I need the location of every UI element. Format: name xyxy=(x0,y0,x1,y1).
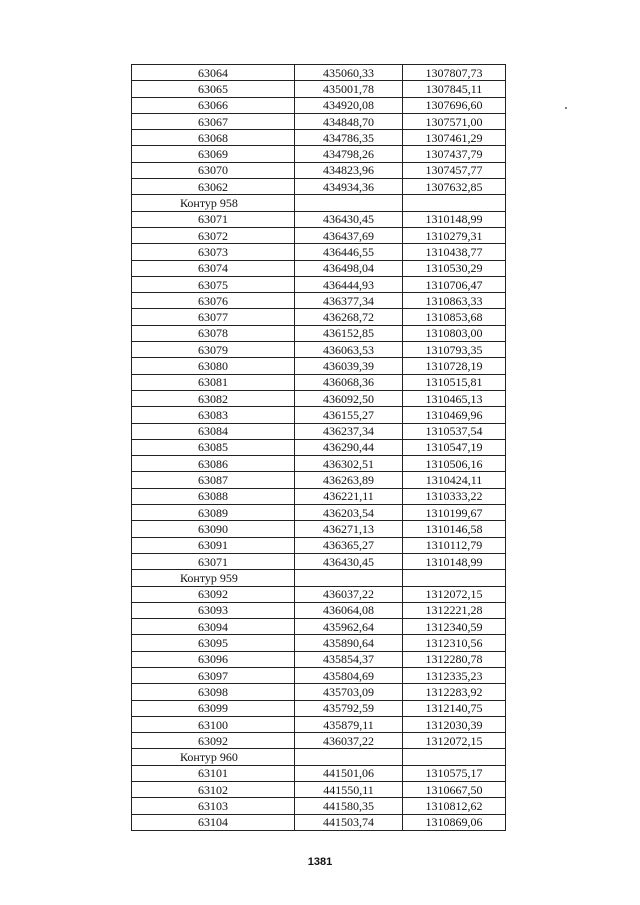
x-coordinate-cell: 436498,04 xyxy=(295,260,403,276)
y-coordinate-cell: 1310333,22 xyxy=(403,488,506,504)
table-row xyxy=(132,293,506,309)
empty-cell xyxy=(295,570,403,586)
point-id-cell: 63076 xyxy=(132,293,295,309)
y-coordinate-cell: 1310438,77 xyxy=(403,244,506,260)
x-coordinate-cell: 436271,13 xyxy=(295,521,403,537)
table-row xyxy=(132,798,506,814)
x-coordinate-cell: 436037,22 xyxy=(295,586,403,602)
table-row xyxy=(132,113,506,129)
x-coordinate-cell: 434848,70 xyxy=(295,113,403,129)
table-row xyxy=(132,97,506,113)
y-coordinate-cell: 1310793,35 xyxy=(403,342,506,358)
table-row xyxy=(132,537,506,553)
point-id-cell: 63073 xyxy=(132,244,295,260)
point-id-cell: 63078 xyxy=(132,325,295,341)
point-id-cell: 63096 xyxy=(132,651,295,667)
point-id-cell: 63080 xyxy=(132,358,295,374)
x-coordinate-cell: 434934,36 xyxy=(295,179,403,195)
y-coordinate-cell: 1310199,67 xyxy=(403,505,506,521)
y-coordinate-cell: 1312310,56 xyxy=(403,635,506,651)
point-id-cell: 63098 xyxy=(132,684,295,700)
point-id-cell: 63083 xyxy=(132,407,295,423)
point-id-cell: 63099 xyxy=(132,700,295,716)
coordinates-table xyxy=(131,64,506,831)
scan-speck xyxy=(565,107,567,109)
y-coordinate-cell: 1310515,81 xyxy=(403,374,506,390)
x-coordinate-cell: 436290,44 xyxy=(295,439,403,455)
empty-cell xyxy=(295,749,403,765)
x-coordinate-cell: 436064,08 xyxy=(295,602,403,618)
point-id-cell: 63093 xyxy=(132,602,295,618)
y-coordinate-cell: 1312221,28 xyxy=(403,602,506,618)
x-coordinate-cell: 435001,78 xyxy=(295,81,403,97)
point-id-cell: 63089 xyxy=(132,505,295,521)
table-row xyxy=(132,146,506,162)
table-row xyxy=(132,488,506,504)
x-coordinate-cell: 436037,22 xyxy=(295,733,403,749)
y-coordinate-cell: 1312030,39 xyxy=(403,716,506,732)
y-coordinate-cell: 1310424,11 xyxy=(403,472,506,488)
table-row xyxy=(132,227,506,243)
y-coordinate-cell: 1310537,54 xyxy=(403,423,506,439)
table-row xyxy=(132,374,506,390)
x-coordinate-cell: 436092,50 xyxy=(295,390,403,406)
point-id-cell: 63077 xyxy=(132,309,295,325)
x-coordinate-cell: 435804,69 xyxy=(295,667,403,683)
y-coordinate-cell: 1310728,19 xyxy=(403,358,506,374)
contour-header-row xyxy=(132,570,506,586)
x-coordinate-cell: 436302,51 xyxy=(295,456,403,472)
y-coordinate-cell: 1310863,33 xyxy=(403,293,506,309)
point-id-cell: 63095 xyxy=(132,635,295,651)
table-row xyxy=(132,65,506,81)
x-coordinate-cell: 434798,26 xyxy=(295,146,403,162)
x-coordinate-cell: 436203,54 xyxy=(295,505,403,521)
x-coordinate-cell: 436444,93 xyxy=(295,276,403,292)
point-id-cell: 63079 xyxy=(132,342,295,358)
y-coordinate-cell: 1310547,19 xyxy=(403,439,506,455)
table-row xyxy=(132,765,506,781)
table-row xyxy=(132,244,506,260)
empty-cell xyxy=(295,195,403,211)
point-id-cell: 63072 xyxy=(132,227,295,243)
contour-header-row xyxy=(132,195,506,211)
y-coordinate-cell: 1307457,77 xyxy=(403,162,506,178)
y-coordinate-cell: 1310667,50 xyxy=(403,782,506,798)
x-coordinate-cell: 435703,09 xyxy=(295,684,403,700)
table-row xyxy=(132,700,506,716)
x-coordinate-cell: 441580,35 xyxy=(295,798,403,814)
point-id-cell: 63075 xyxy=(132,276,295,292)
x-coordinate-cell: 435890,64 xyxy=(295,635,403,651)
table-row xyxy=(132,716,506,732)
y-coordinate-cell: 1310506,16 xyxy=(403,456,506,472)
x-coordinate-cell: 441501,06 xyxy=(295,765,403,781)
x-coordinate-cell: 436152,85 xyxy=(295,325,403,341)
y-coordinate-cell: 1307461,29 xyxy=(403,130,506,146)
empty-cell xyxy=(403,195,506,211)
point-id-cell: 63085 xyxy=(132,439,295,455)
table-row xyxy=(132,456,506,472)
point-id-cell: 63101 xyxy=(132,765,295,781)
table-row xyxy=(132,553,506,569)
table-row xyxy=(132,667,506,683)
y-coordinate-cell: 1310853,68 xyxy=(403,309,506,325)
point-id-cell: 63082 xyxy=(132,390,295,406)
x-coordinate-cell: 436446,55 xyxy=(295,244,403,260)
x-coordinate-cell: 436155,27 xyxy=(295,407,403,423)
table-row xyxy=(132,162,506,178)
x-coordinate-cell: 436365,27 xyxy=(295,537,403,553)
point-id-cell: 63062 xyxy=(132,179,295,195)
x-coordinate-cell: 441503,74 xyxy=(295,814,403,830)
table-row xyxy=(132,586,506,602)
point-id-cell: 63100 xyxy=(132,716,295,732)
table-row xyxy=(132,651,506,667)
x-coordinate-cell: 436068,36 xyxy=(295,374,403,390)
table-row xyxy=(132,521,506,537)
y-coordinate-cell: 1307807,73 xyxy=(403,65,506,81)
contour-label: Контур 958 xyxy=(132,195,295,211)
empty-cell xyxy=(403,570,506,586)
x-coordinate-cell: 436063,53 xyxy=(295,342,403,358)
table-row xyxy=(132,211,506,227)
empty-cell xyxy=(403,749,506,765)
contour-label: Контур 960 xyxy=(132,749,295,765)
table-row xyxy=(132,342,506,358)
table-row xyxy=(132,439,506,455)
x-coordinate-cell: 434786,35 xyxy=(295,130,403,146)
point-id-cell: 63102 xyxy=(132,782,295,798)
x-coordinate-cell: 434920,08 xyxy=(295,97,403,113)
point-id-cell: 63071 xyxy=(132,211,295,227)
y-coordinate-cell: 1310469,96 xyxy=(403,407,506,423)
point-id-cell: 63092 xyxy=(132,733,295,749)
table-row xyxy=(132,81,506,97)
point-id-cell: 63066 xyxy=(132,97,295,113)
table-row xyxy=(132,684,506,700)
table-row xyxy=(132,619,506,635)
point-id-cell: 63091 xyxy=(132,537,295,553)
x-coordinate-cell: 434823,96 xyxy=(295,162,403,178)
table-row xyxy=(132,635,506,651)
table-row xyxy=(132,782,506,798)
table-row xyxy=(132,472,506,488)
point-id-cell: 63074 xyxy=(132,260,295,276)
x-coordinate-cell: 436430,45 xyxy=(295,211,403,227)
point-id-cell: 63090 xyxy=(132,521,295,537)
point-id-cell: 63070 xyxy=(132,162,295,178)
table-row xyxy=(132,814,506,830)
x-coordinate-cell: 436221,11 xyxy=(295,488,403,504)
y-coordinate-cell: 1310148,99 xyxy=(403,553,506,569)
contour-label: Контур 959 xyxy=(132,570,295,586)
point-id-cell: 63086 xyxy=(132,456,295,472)
point-id-cell: 63068 xyxy=(132,130,295,146)
y-coordinate-cell: 1307437,79 xyxy=(403,146,506,162)
table-row xyxy=(132,309,506,325)
y-coordinate-cell: 1310146,58 xyxy=(403,521,506,537)
point-id-cell: 63092 xyxy=(132,586,295,602)
page-number: 1381 xyxy=(307,856,333,868)
y-coordinate-cell: 1310869,06 xyxy=(403,814,506,830)
y-coordinate-cell: 1307632,85 xyxy=(403,179,506,195)
x-coordinate-cell: 436237,34 xyxy=(295,423,403,439)
x-coordinate-cell: 436039,39 xyxy=(295,358,403,374)
y-coordinate-cell: 1310530,29 xyxy=(403,260,506,276)
point-id-cell: 63103 xyxy=(132,798,295,814)
y-coordinate-cell: 1307845,11 xyxy=(403,81,506,97)
table-row xyxy=(132,276,506,292)
y-coordinate-cell: 1312280,78 xyxy=(403,651,506,667)
table-row xyxy=(132,390,506,406)
y-coordinate-cell: 1312340,59 xyxy=(403,619,506,635)
y-coordinate-cell: 1310465,13 xyxy=(403,390,506,406)
table-row xyxy=(132,733,506,749)
table-row xyxy=(132,130,506,146)
y-coordinate-cell: 1312335,23 xyxy=(403,667,506,683)
y-coordinate-cell: 1312283,92 xyxy=(403,684,506,700)
contour-header-row xyxy=(132,749,506,765)
y-coordinate-cell: 1312140,75 xyxy=(403,700,506,716)
point-id-cell: 63084 xyxy=(132,423,295,439)
x-coordinate-cell: 435854,37 xyxy=(295,651,403,667)
y-coordinate-cell: 1307696,60 xyxy=(403,97,506,113)
x-coordinate-cell: 436377,34 xyxy=(295,293,403,309)
x-coordinate-cell: 436437,69 xyxy=(295,227,403,243)
y-coordinate-cell: 1310706,47 xyxy=(403,276,506,292)
table-row xyxy=(132,260,506,276)
point-id-cell: 63065 xyxy=(132,81,295,97)
point-id-cell: 63094 xyxy=(132,619,295,635)
coordinates-table-body xyxy=(132,65,506,831)
x-coordinate-cell: 436430,45 xyxy=(295,553,403,569)
table-row xyxy=(132,602,506,618)
point-id-cell: 63064 xyxy=(132,65,295,81)
point-id-cell: 63104 xyxy=(132,814,295,830)
y-coordinate-cell: 1312072,15 xyxy=(403,733,506,749)
y-coordinate-cell: 1312072,15 xyxy=(403,586,506,602)
point-id-cell: 63088 xyxy=(132,488,295,504)
table-row xyxy=(132,407,506,423)
y-coordinate-cell: 1310803,00 xyxy=(403,325,506,341)
y-coordinate-cell: 1310575,17 xyxy=(403,765,506,781)
point-id-cell: 63081 xyxy=(132,374,295,390)
x-coordinate-cell: 441550,11 xyxy=(295,782,403,798)
point-id-cell: 63069 xyxy=(132,146,295,162)
y-coordinate-cell: 1310812,62 xyxy=(403,798,506,814)
y-coordinate-cell: 1310279,31 xyxy=(403,227,506,243)
table-row xyxy=(132,423,506,439)
table-row xyxy=(132,325,506,341)
point-id-cell: 63087 xyxy=(132,472,295,488)
x-coordinate-cell: 436263,89 xyxy=(295,472,403,488)
y-coordinate-cell: 1310148,99 xyxy=(403,211,506,227)
x-coordinate-cell: 435060,33 xyxy=(295,65,403,81)
point-id-cell: 63067 xyxy=(132,113,295,129)
table-row xyxy=(132,358,506,374)
y-coordinate-cell: 1307571,00 xyxy=(403,113,506,129)
point-id-cell: 63097 xyxy=(132,667,295,683)
x-coordinate-cell: 435792,59 xyxy=(295,700,403,716)
x-coordinate-cell: 435962,64 xyxy=(295,619,403,635)
y-coordinate-cell: 1310112,79 xyxy=(403,537,506,553)
table-row xyxy=(132,179,506,195)
x-coordinate-cell: 436268,72 xyxy=(295,309,403,325)
table-row xyxy=(132,505,506,521)
point-id-cell: 63071 xyxy=(132,553,295,569)
x-coordinate-cell: 435879,11 xyxy=(295,716,403,732)
